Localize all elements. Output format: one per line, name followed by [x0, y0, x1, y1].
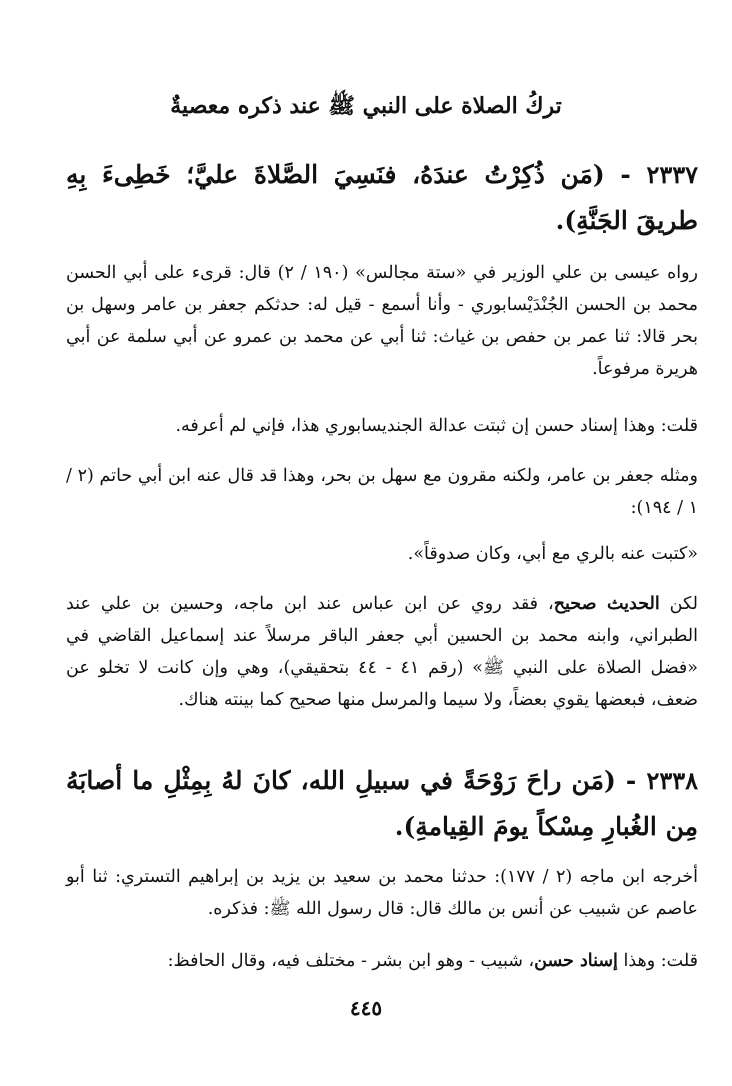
text-run: لكن	[659, 594, 698, 614]
text-run: قلت: وهذا	[617, 951, 698, 971]
page-number: ٤٤٥	[349, 996, 383, 1020]
hadith-text: - (مَن ذُكِرْتُ عندَهُ، فنَسِيَ الصَّلاةَ عليَّ؛ خَطِىءَ بِهِ طريقَ الجَنَّةِ).	[66, 160, 698, 235]
quotation-paragraph: «كتبت عنه بالري مع أبي، وكان صدوقاً».	[407, 544, 698, 564]
commentary-paragraph	[66, 588, 698, 716]
hadith-2338	[66, 758, 698, 850]
hadith-number: ٢٣٣٨	[646, 766, 698, 795]
hadith-2337	[66, 152, 698, 244]
commentary-paragraph: قلت: وهذا إسناد حسن إن ثبتت عدالة الجنديسابوري هذا، فإني لم أعرفه.	[175, 416, 698, 436]
commentary-paragraph: ومثله جعفر بن عامر، ولكنه مقرون مع سهل بن بحر، وهذا قد قال عنه ابن أبي حاتم (٢ / ١ / ١٩٤):	[66, 466, 698, 518]
section-title: تركُ الصلاة على النبي ﷺ عند ذكره معصيةٌ	[170, 93, 562, 119]
text-run: ، فقد روي عن ابن عباس عند ابن ماجه، وحسين بن علي عند الطبراني، وابنه محمد بن الحسين أبي جعفر الباقر مرسلاً عند إسماعيل القاضي في «فضل الصلاة على النبي ﷺ» (رقم ٤١ - ٤٤ بتحقيقي)، وهي وإن كانت لا تخلو عن ضعف، فبعضها يقوي بعضاً، ولا سيما والمرسل منها صحيح كما بينته هناك.	[66, 594, 699, 710]
takhrij-paragraph: أخرجه ابن ماجه (٢ / ١٧٧): حدثنا محمد بن سعيد بن يزيد بن إبراهيم التستري: ثنا أبو عاصم عن شبيب عن أنس بن مالك قال: قال رسول الله ﷺ: فذكره.	[66, 867, 698, 919]
hadith-text: - (مَن راحَ رَوْحَةً في سبيلِ الله، كانَ لهُ بِمِثْلِ ما أصابَهُ مِن الغُبارِ مِسْكاً يومَ القِيامةِ).	[66, 766, 698, 841]
bold-run: إسناد حسن	[534, 951, 618, 971]
commentary-paragraph	[66, 945, 698, 977]
text-run: ، شبيب - وهو ابن بشر - مختلف فيه، وقال الحافظ:	[167, 951, 535, 971]
bold-run: الحديث صحيح	[553, 594, 660, 614]
hadith-number: ٢٣٣٧	[646, 160, 698, 189]
takhrij-paragraph: رواه عيسى بن علي الوزير في «ستة مجالس» (١٩٠ / ٢) قال: قرىء على أبي الحسن محمد بن الحسن الجُنْدَيْسابوري - وأنا أسمع - قيل له: حدثكم جعفر بن عامر وسهل بن بحر قالا: ثنا عمر بن حفص بن غياث: ثنا أبي عن محمد بن عمرو عن أبي سلمة عن أبي هريرة مرفوعاً.	[66, 263, 698, 379]
